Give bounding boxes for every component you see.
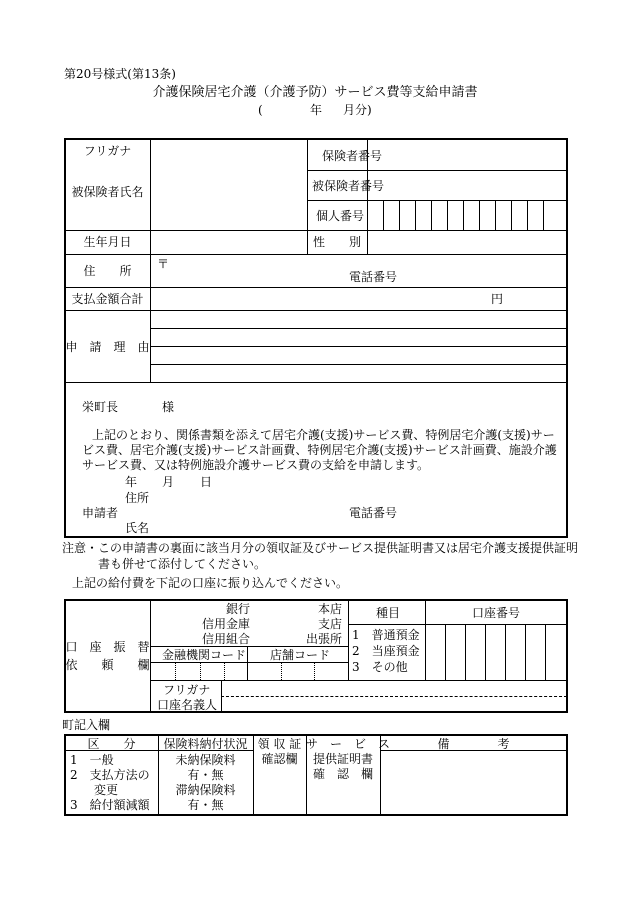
transfer-instruction: 上記の給付費を下記の口座に振り込んでください。	[72, 576, 349, 590]
total-amount-label: 支払金額合計	[71, 292, 144, 306]
kubun-payment-change-1: 2 支払方法の	[70, 768, 150, 782]
bank-section-label-1: 口 座 振 替	[65, 640, 150, 654]
period-open: (	[258, 103, 263, 117]
bank-option-credit-union: 信用組合	[202, 632, 251, 646]
holder-furigana-label: フリガナ	[163, 683, 211, 697]
account-number-label: 口座番号	[472, 606, 521, 620]
applicant-name-label: 氏名	[125, 521, 150, 535]
account-holder-label: 口座名義人	[157, 698, 218, 712]
phone-label: 電話番号	[349, 270, 398, 284]
town-entry-title: 町記入欄	[62, 718, 111, 732]
bank-option-bank: 銀行	[226, 602, 251, 616]
bank-option-credit-bank: 信用金庫	[202, 617, 251, 631]
kubun-header: 区 分	[87, 737, 136, 751]
account-type-label: 種目	[376, 606, 401, 620]
date-month: 月	[162, 475, 175, 489]
insurer-number-label: 保険者番号	[322, 149, 383, 163]
applicant-address-label: 住所	[125, 491, 150, 505]
furigana-label: フリガナ	[83, 144, 132, 158]
premium-status-header: 保険料納付状況	[163, 737, 248, 751]
date-day: 日	[200, 475, 213, 489]
notice-line-2: 書も併せて添付してください。	[98, 557, 267, 571]
application-body: 上記のとおり、関係書類を添えて居宅介護(支援)サービス費、特例居宅介護(支援)サービス費、居宅介護(支援)サービス計画費、特例居宅介護(支援)サービス計画費、施設介護サービス費、又は特例施設介護サービス費の支給を申請します。	[82, 428, 557, 472]
form-number: 第20号様式(第13条)	[64, 67, 176, 81]
reason-label: 申 請 理 由	[65, 340, 150, 354]
insured-name-label: 被保険者氏名	[71, 185, 144, 199]
overdue-premium-choice: 有・無	[187, 798, 224, 812]
institution-code-label: 金融機関コード	[162, 648, 247, 662]
kubun-general: 1 一般	[70, 753, 114, 767]
service-header-2: 提供証明書	[312, 752, 373, 766]
addressee: 栄町長	[82, 400, 119, 414]
remarks-header: 備 考	[437, 737, 510, 751]
bank-section-label-2: 依 頼 欄	[65, 658, 150, 672]
postal-mark: 〒	[157, 257, 170, 271]
insured-number-label: 被保険者番号	[312, 179, 385, 193]
service-header-1: サ ー ビ ス	[306, 737, 391, 751]
address-label: 住 所	[83, 264, 132, 278]
unpaid-premium-label: 未納保険料	[175, 753, 236, 767]
overdue-premium-label: 滞納保険料	[175, 783, 236, 797]
period-year: 年	[310, 103, 323, 117]
branch-option-branch: 支店	[318, 617, 343, 631]
birth-date-label: 生年月日	[83, 235, 132, 249]
personal-number-label: 個人番号	[316, 209, 365, 223]
receipt-header-1: 領 収 証	[257, 737, 302, 751]
yen-unit: 円	[491, 292, 504, 306]
date-year: 年	[125, 475, 138, 489]
addressee-honorific: 様	[162, 400, 175, 414]
unpaid-premium-choice: 有・無	[187, 768, 224, 782]
service-header-3: 確 認 欄	[312, 767, 373, 781]
period-month: 月分)	[343, 103, 372, 117]
kubun-payment-change-2: 変更	[70, 783, 119, 797]
notice-line-1: 注意・この申請書の裏面に該当月分の領収証及びサービス提供証明書又は居宅介護支援提供証明	[62, 541, 579, 555]
gender-label: 性 別	[313, 235, 362, 249]
applicant-label: 申請者	[82, 506, 119, 520]
form-title: 介護保険居宅介護（介護予防）サービス費等支給申請書	[152, 85, 478, 100]
account-type-ordinary: 1 普通預金	[352, 628, 420, 642]
account-type-other: 3 その他	[352, 660, 408, 674]
applicant-phone-label: 電話番号	[349, 506, 398, 520]
kubun-benefit-reduction: 3 給付額減額	[70, 798, 150, 812]
receipt-header-2: 確認欄	[261, 752, 298, 766]
branch-option-main: 本店	[318, 602, 343, 616]
branch-option-sub: 出張所	[306, 632, 343, 646]
account-type-current: 2 当座預金	[352, 644, 420, 658]
branch-code-label: 店舗コード	[270, 648, 331, 662]
